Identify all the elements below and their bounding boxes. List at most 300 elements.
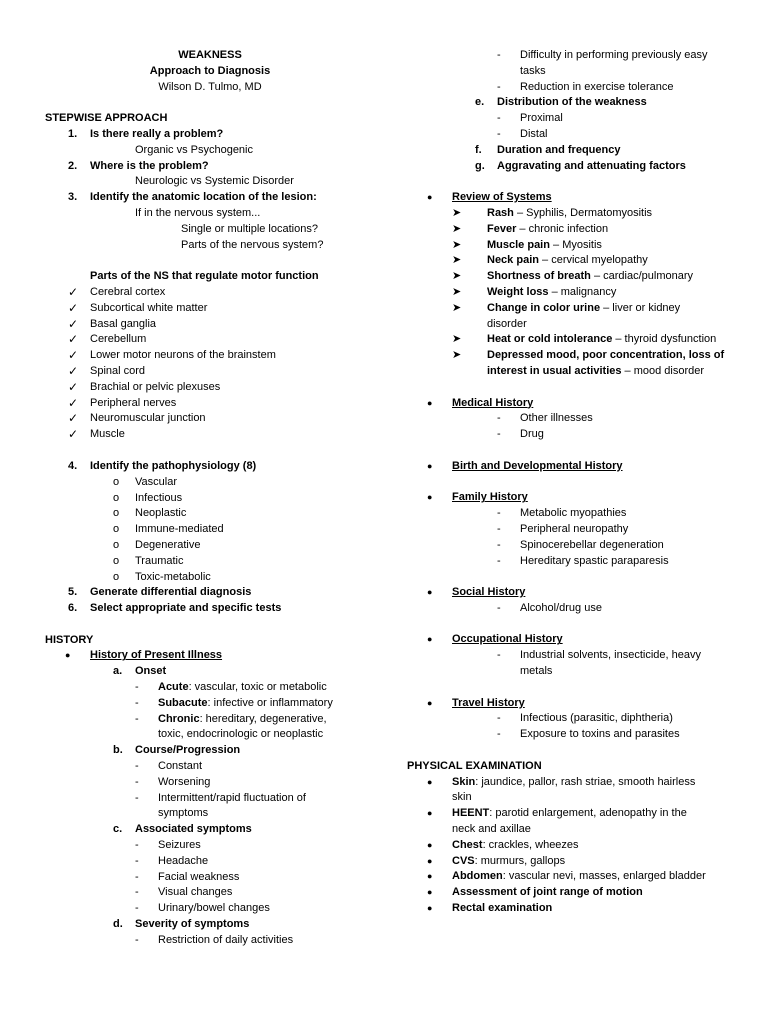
text-line: Travel History <box>452 696 525 709</box>
text-line: c. <box>113 823 123 836</box>
text-line <box>407 332 742 348</box>
text-line <box>407 522 742 538</box>
step-5 <box>45 585 395 601</box>
text-line <box>45 95 395 111</box>
dash-icon: - <box>497 538 501 551</box>
text-line: : murmurs, gallops <box>474 854 566 867</box>
text-line: skin <box>452 791 472 804</box>
ns-part: Cerebellum <box>90 333 147 346</box>
text-line <box>407 601 742 617</box>
distribution-heading <box>407 95 742 111</box>
text-line: Identify the anatomic location of the lesion: <box>90 191 317 204</box>
text-line <box>407 648 742 664</box>
text-line: Distal <box>520 127 548 140</box>
text-line <box>45 301 395 317</box>
patho-item: Traumatic <box>135 554 184 567</box>
text-line <box>452 855 565 867</box>
text-line: Aggravating and attenuating factors <box>497 159 686 172</box>
check-icon: ✓ <box>68 411 79 426</box>
circle-bullet-icon: o <box>113 554 120 567</box>
bullet-icon: ● <box>427 903 433 914</box>
text-line <box>407 206 742 222</box>
bullet-icon: ● <box>427 492 433 503</box>
text-line <box>452 870 706 882</box>
step-1-sub: Organic vs Psychogenic <box>135 143 253 156</box>
text-line: Heat or cold intolerance <box>487 333 613 346</box>
step-3-sub: Single or multiple locations? <box>181 222 318 235</box>
text-line: Select appropriate and specific tests <box>90 602 282 615</box>
text-line: Seizures <box>158 839 201 852</box>
text-line: 2. <box>68 159 78 172</box>
bullet-icon: ● <box>427 697 433 708</box>
text-line: HEENT <box>452 807 490 820</box>
text-line <box>487 302 680 314</box>
text-line <box>158 681 327 693</box>
bullet-icon: ● <box>427 839 433 850</box>
text-line <box>407 617 742 633</box>
text-line <box>407 364 742 380</box>
text-line: Visual changes <box>158 886 233 899</box>
text-line: Rectal examination <box>452 902 553 915</box>
dash-icon: - <box>135 933 139 946</box>
text-line <box>45 933 395 949</box>
arrow-icon: ➤ <box>452 206 462 219</box>
text-line <box>407 127 742 143</box>
arrow-icon: ➤ <box>452 333 462 346</box>
text-line: Headache <box>158 854 209 867</box>
aggravating-heading <box>407 159 742 175</box>
dash-icon: - <box>497 49 501 61</box>
text-line <box>407 775 742 791</box>
ns-part: Muscle <box>90 428 125 441</box>
patho-item: Infectious <box>135 491 183 504</box>
arrow-icon: ➤ <box>452 285 462 298</box>
ns-part: Lower motor neurons of the brainstem <box>90 349 276 362</box>
text-line <box>407 301 742 317</box>
check-icon: ✓ <box>68 332 79 347</box>
occupational-heading <box>407 632 742 648</box>
dash-icon: - <box>135 712 139 725</box>
step-3-sub: Parts of the nervous system? <box>181 238 324 251</box>
doc-title: WEAKNESS <box>178 49 242 61</box>
birth-heading <box>407 459 742 475</box>
text-line <box>407 411 742 427</box>
dash-icon: - <box>497 601 501 614</box>
patho-item: Toxic-metabolic <box>135 570 211 583</box>
text-line <box>487 270 693 282</box>
text-line <box>407 854 742 870</box>
dash-icon: - <box>497 428 501 441</box>
patho-list <box>45 475 395 586</box>
text-line <box>45 332 395 348</box>
course-heading <box>45 743 395 759</box>
text-line: Spinocerebellar degeneration <box>520 538 664 551</box>
text-line: Associated symptoms <box>135 823 252 836</box>
dash-icon: - <box>135 791 139 804</box>
check-icon: ✓ <box>68 284 79 299</box>
bullet-icon: ● <box>427 855 433 866</box>
text-line: Drug <box>520 428 544 441</box>
check-icon: ✓ <box>68 348 79 363</box>
text-line: Acute <box>158 681 189 694</box>
arrow-icon: ➤ <box>452 301 462 314</box>
text-line: – cervical myelopathy <box>538 254 648 267</box>
text-line: Worsening <box>158 775 211 788</box>
text-line: Is there really a problem? <box>90 127 224 140</box>
text-line: Neck pain <box>487 254 539 267</box>
text-line: 1. <box>68 127 78 140</box>
step-6 <box>45 601 395 617</box>
text-line: Review of Systems <box>452 191 552 204</box>
text-line <box>45 380 395 396</box>
text-line <box>158 713 327 725</box>
text-line: – Syphilis, Dermatomyositis <box>513 206 653 219</box>
text-line: Reduction in exercise tolerance <box>520 80 674 93</box>
text-line <box>45 838 395 854</box>
text-line: – liver or kidney <box>600 301 681 314</box>
text-line: – malignancy <box>548 285 617 298</box>
text-line: Occupational History <box>452 633 563 646</box>
text-line: Proximal <box>520 112 563 125</box>
text-line: Family History <box>452 491 528 504</box>
text-line <box>407 869 742 885</box>
left-column <box>45 48 395 949</box>
text-line: a. <box>113 665 123 678</box>
dash-icon: - <box>135 870 139 883</box>
bullet-icon: ● <box>427 776 433 787</box>
severity-heading <box>45 917 395 933</box>
text-line <box>407 711 742 727</box>
dash-icon: - <box>497 80 501 93</box>
text-line <box>452 839 579 851</box>
text-line <box>158 697 333 709</box>
text-line: Change in color urine <box>487 301 601 314</box>
dash-icon: - <box>497 112 501 125</box>
text-line <box>45 680 395 696</box>
patho-item: Vascular <box>135 475 177 488</box>
text-line <box>487 223 608 235</box>
assoc-heading <box>45 822 395 838</box>
bullet-icon: ● <box>427 871 433 882</box>
text-line: Alcohol/drug use <box>520 601 602 614</box>
ns-part: Basal ganglia <box>90 317 157 330</box>
text-line: Constant <box>158 760 203 773</box>
text-line <box>452 807 687 819</box>
step-4 <box>45 459 395 475</box>
text-line: 5. <box>68 586 78 599</box>
patho-item: Neoplastic <box>135 507 187 520</box>
text-line <box>45 522 395 538</box>
text-line <box>45 885 395 901</box>
text-line <box>407 743 742 759</box>
doc-subtitle: Approach to Diagnosis <box>149 64 271 77</box>
text-line: neck and axillae <box>452 823 531 836</box>
text-line <box>407 427 742 443</box>
text-line: Muscle pain <box>487 238 550 251</box>
text-line <box>487 286 616 298</box>
arrow-icon: ➤ <box>452 270 462 283</box>
text-line: CVS <box>452 854 475 867</box>
dash-icon: - <box>497 507 501 520</box>
text-line: f. <box>475 143 482 156</box>
text-line <box>407 727 742 743</box>
dash-icon: - <box>135 886 139 899</box>
text-line <box>407 269 742 285</box>
text-line <box>407 111 742 127</box>
bullet-icon: ● <box>65 650 71 661</box>
text-line: Intermittent/rapid fluctuation of <box>158 791 306 804</box>
text-line <box>452 776 695 788</box>
text-line <box>407 538 742 554</box>
circle-bullet-icon: o <box>113 491 120 504</box>
circle-bullet-icon: o <box>113 523 120 536</box>
text-line: Urinary/bowel changes <box>158 902 270 915</box>
step-2 <box>45 159 395 175</box>
text-line: metals <box>520 665 553 678</box>
onset-chronic-cont: toxic, endocrinologic or neoplastic <box>158 728 324 741</box>
text-line: : parotid enlargement, adenopathy in the <box>489 807 687 820</box>
step-2-sub: Neurologic vs Systemic Disorder <box>135 175 294 188</box>
ns-part: Cerebral cortex <box>90 285 166 298</box>
text-line: : crackles, wheezes <box>482 838 579 851</box>
text-line: Difficulty in performing previously easy <box>520 49 708 61</box>
text-line: Duration and frequency <box>497 143 621 156</box>
text-line: Other illnesses <box>520 412 593 425</box>
circle-bullet-icon: o <box>113 538 120 551</box>
medical-heading <box>407 396 742 412</box>
text-line <box>487 207 652 219</box>
dash-icon: - <box>135 854 139 867</box>
social-heading <box>407 585 742 601</box>
text-line: 3. <box>68 191 78 204</box>
text-line <box>407 238 742 254</box>
text-line: Identify the pathophysiology (8) <box>90 459 257 472</box>
pe-heading: PHYSICAL EXAMINATION <box>407 759 542 772</box>
text-line: Where is the problem? <box>90 159 209 172</box>
text-line: Exposure to toxins and parasites <box>520 728 680 741</box>
text-line <box>45 348 395 364</box>
text-line <box>45 491 395 507</box>
patho-item: Immune-mediated <box>135 523 224 536</box>
text-line: Depressed mood, poor concentration, loss of <box>487 349 725 362</box>
duration-heading <box>407 143 742 159</box>
text-line <box>407 901 742 917</box>
ns-part: Subcortical white matter <box>90 301 208 314</box>
text-line <box>407 48 742 64</box>
text-line <box>45 696 395 712</box>
dash-icon: - <box>497 522 501 535</box>
text-line <box>487 349 724 361</box>
text-line: Weight loss <box>487 285 549 298</box>
text-line: Shortness of breath <box>487 270 591 283</box>
text-line: g. <box>475 159 485 172</box>
text-line: Hereditary spastic paraparesis <box>520 554 669 567</box>
arrow-icon: ➤ <box>452 349 462 362</box>
onset-heading <box>45 664 395 680</box>
family-heading <box>407 490 742 506</box>
text-line: Birth and Developmental History <box>452 459 623 472</box>
right-column <box>407 48 742 917</box>
text-line: Subacute <box>158 696 208 709</box>
text-line: : vascular, toxic or metabolic <box>188 681 327 694</box>
text-line <box>45 791 395 807</box>
text-line: Chronic <box>158 712 200 725</box>
text-line <box>45 712 395 728</box>
text-line: interest in usual activities <box>487 364 622 377</box>
text-line <box>407 348 742 364</box>
ns-part: Peripheral nerves <box>90 396 177 409</box>
text-line <box>407 380 742 396</box>
dash-icon: - <box>135 839 139 852</box>
bullet-icon: ● <box>427 808 433 819</box>
text-line <box>407 806 742 822</box>
dash-icon: - <box>135 681 139 694</box>
doc-author: Wilson D. Tulmo, MD <box>158 80 262 93</box>
text-line <box>407 838 742 854</box>
text-line <box>45 901 395 917</box>
text-line: Facial weakness <box>158 870 240 883</box>
text-line <box>45 554 395 570</box>
circle-bullet-icon: o <box>113 475 120 488</box>
text-line: 4. <box>68 459 78 472</box>
text-line: Fever <box>487 222 517 235</box>
step-1 <box>45 127 395 143</box>
ns-part: Spinal cord <box>90 364 146 377</box>
text-line <box>45 411 395 427</box>
text-line <box>45 570 395 586</box>
text-line <box>487 239 602 251</box>
dash-icon: - <box>135 902 139 915</box>
text-line <box>407 443 742 459</box>
check-icon: ✓ <box>68 427 79 442</box>
text-line: : jaundice, pallor, rash striae, smooth hairless <box>475 775 696 788</box>
text-line <box>45 317 395 333</box>
text-line: Peripheral neuropathy <box>520 522 629 535</box>
step-3 <box>45 190 395 206</box>
ns-part: Brachial or pelvic plexuses <box>90 380 221 393</box>
text-line <box>407 285 742 301</box>
dash-icon: - <box>135 696 139 709</box>
bullet-icon: ● <box>427 397 433 408</box>
text-line: Chest <box>452 838 483 851</box>
text-line: : infective or inflammatory <box>207 696 333 709</box>
bullet-icon: ● <box>427 460 433 471</box>
text-line <box>487 333 716 345</box>
ns-part: Neuromuscular junction <box>90 412 206 425</box>
text-line: – thyroid dysfunction <box>612 333 717 346</box>
text-line <box>407 222 742 238</box>
text-line <box>45 775 395 791</box>
circle-bullet-icon: o <box>113 507 120 520</box>
text-line: Course/Progression <box>135 744 241 757</box>
check-icon: ✓ <box>68 363 79 378</box>
dash-icon: - <box>497 712 501 725</box>
text-line <box>45 870 395 886</box>
text-line: Onset <box>135 665 167 678</box>
text-line: : vascular nevi, masses, enlarged bladder <box>502 870 706 883</box>
check-icon: ✓ <box>68 395 79 410</box>
check-icon: ✓ <box>68 379 79 394</box>
text-line: Social History <box>452 586 526 599</box>
text-line: symptoms <box>158 807 209 820</box>
check-icon: ✓ <box>68 316 79 331</box>
text-line: – mood disorder <box>621 364 705 377</box>
stepwise-heading: STEPWISE APPROACH <box>45 112 168 125</box>
text-line <box>407 569 742 585</box>
text-line: b. <box>113 744 123 757</box>
dash-icon: - <box>497 554 501 567</box>
text-line: – cardiac/pulmonary <box>590 270 694 283</box>
text-line <box>45 854 395 870</box>
text-line <box>45 396 395 412</box>
text-line: Restriction of daily activities <box>158 933 294 946</box>
text-line <box>407 885 742 901</box>
text-line: 6. <box>68 602 78 615</box>
dash-icon: - <box>135 775 139 788</box>
text-line: – chronic infection <box>516 222 609 235</box>
text-line <box>407 253 742 269</box>
text-line: d. <box>113 918 123 931</box>
text-line <box>487 254 648 266</box>
text-line: Distribution of the weakness <box>497 96 647 109</box>
text-line: Assessment of joint range of motion <box>452 886 643 899</box>
text-line: Metabolic myopathies <box>520 507 627 520</box>
dash-icon: - <box>497 412 501 425</box>
text-line <box>45 443 395 459</box>
history-heading: HISTORY <box>45 633 94 646</box>
text-line: Severity of symptoms <box>135 918 250 931</box>
text-line <box>45 253 395 269</box>
dash-icon: - <box>135 760 139 773</box>
text-line <box>407 174 742 190</box>
text-line: Infectious (parasitic, diphtheria) <box>520 712 673 725</box>
dash-icon: - <box>497 649 501 662</box>
text-line: Industrial solvents, insecticide, heavy <box>520 649 701 662</box>
ns-heading: Parts of the NS that regulate motor function <box>90 270 319 283</box>
text-line: History of Present Illness <box>90 649 223 662</box>
text-line <box>45 427 395 443</box>
arrow-icon: ➤ <box>452 238 462 251</box>
text-line: disorder <box>487 317 527 330</box>
text-line: tasks <box>520 64 546 77</box>
text-line: Skin <box>452 775 476 788</box>
text-line: Abdomen <box>452 870 503 883</box>
text-line <box>45 538 395 554</box>
text-line <box>45 285 395 301</box>
text-line: Rash <box>487 206 514 219</box>
text-line <box>45 759 395 775</box>
ns-parts-list <box>45 285 395 443</box>
text-line <box>407 506 742 522</box>
text-line: : hereditary, degenerative, <box>199 712 327 725</box>
text-line <box>45 617 395 633</box>
text-line: Medical History <box>452 396 534 409</box>
arrow-icon: ➤ <box>452 222 462 235</box>
text-line <box>407 475 742 491</box>
text-line <box>407 680 742 696</box>
text-line <box>45 475 395 491</box>
hpi-heading <box>45 648 395 664</box>
text-line <box>45 364 395 380</box>
text-line: Generate differential diagnosis <box>90 586 252 599</box>
travel-heading <box>407 696 742 712</box>
step-3-sub: If in the nervous system... <box>135 206 261 219</box>
circle-bullet-icon: o <box>113 570 120 583</box>
text-line <box>45 506 395 522</box>
dash-icon: - <box>497 728 501 741</box>
bullet-icon: ● <box>427 192 433 203</box>
dash-icon: - <box>497 127 501 140</box>
